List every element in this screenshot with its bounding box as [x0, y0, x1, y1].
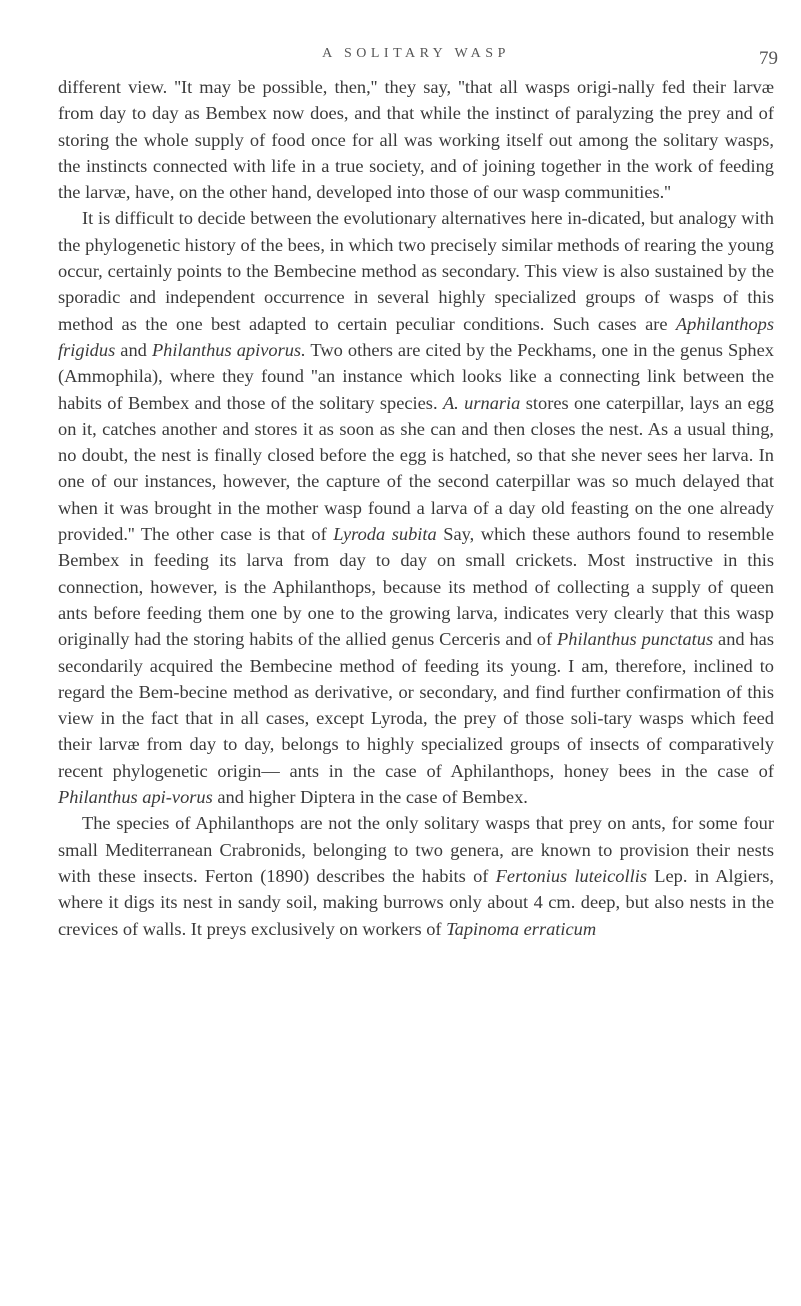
species-name: Tapinoma erraticum — [446, 918, 597, 939]
paragraph-1 — [58, 74, 774, 205]
paragraph-3 — [58, 810, 774, 941]
species-name: Philanthus apivorus. — [151, 339, 306, 360]
species-name: Lyroda subita — [333, 524, 437, 545]
text-span: different view. ''It may be possible, then,'' they say, ''that all wasps origi-nally fed their larvæ from day to day as Bembex now does, and that while the instinct of paralyzing the prey and of storing the whole supply of food once for all was working itself out among the solitary wasps, the instincts connected with life in a true society, and of joining together in the work of feeding the larvæ, have, on the other hand, developed into those of our wasp communities.'' — [58, 77, 774, 203]
text-span: and — [115, 339, 152, 360]
species-name: Philanthus api-vorus — [58, 787, 213, 808]
text-span: Say, which these authors found to resemble Bembex in feeding its larva from day to day on small crickets. Most instructive in this connection, however, is the Aphilanthops, because its method of collecting a supply of queen ants before feeding them one by one to the growing larva, indicates very clearly that this wasp originally had the storing habits of the allied genus Cerceris and of — [58, 524, 775, 650]
species-name: Fertonius luteicollis — [495, 865, 647, 886]
running-head — [58, 40, 778, 74]
page-number: 79 — [759, 48, 778, 69]
species-name: Philanthus punctatus — [557, 629, 714, 650]
text-span: stores one caterpillar, lays an egg on it, catches another and stores it as soon as she can and then closes the nest. As a usual thing, no doubt, the nest is finally closed before the egg is hatched, so that she never sees her larva. In one of our instances, however, the capture of the second caterpillar was so much delayed that when it was brought in the mother wasp found a larva of a day old feasting on the one already provided.'' The other case is that of — [58, 392, 774, 545]
text-span: It is difficult to decide between the evolutionary alternatives here in-dicated, but analogy with the phylogenetic history of the bees, in which two precisely similar methods of rearing the young occur, certainly points to the Bembecine method as secondary. This view is also sustained by the sporadic and independent occurrence in several highly specialized groups of wasps of this method as the one best adapted to certain peculiar conditions. Such cases are — [58, 208, 774, 334]
species-name: A. urnaria — [442, 392, 521, 413]
species-name: Aphilanthops frigidus — [58, 313, 774, 360]
text-span: and higher Diptera in the case of Bembex. — [212, 787, 528, 808]
paragraph-2 — [58, 205, 774, 810]
text-span: The species of Aphilanthops are not the only solitary wasps that prey on ants, for some four small Mediterranean Crabronids, belonging to two genera, are known to provision their nests with these insects. Ferton (1890) describes the habits of — [58, 813, 774, 886]
text-span: Lep. in Algiers, where it digs its nest in sandy soil, making burrows only about 4 cm. deep, but also nests in the crevices of walls. It preys exclusively on workers of — [58, 865, 774, 939]
running-head-title: A SOLITARY WASP — [322, 46, 510, 61]
book-page — [58, 40, 778, 942]
text-span: Two others are cited by the Peckhams, one in the genus Sphex (Ammophila), where they found ''an instance which looks like a connecting link between the habits of Bembex and those of the solitary species. — [58, 339, 774, 413]
text-span: and has secondarily acquired the Bembecine method of feeding its young. I am, therefore, inclined to regard the Bem-becine method as derivative, or secondary, and find further confirmation of this view in the fact that in all cases, except Lyroda, the prey of those soli-tary wasps which feed their larvæ from day to day, belongs to highly specialized groups of insects of comparatively recent phylogenetic origin— ants in the case of Aphilanthops, honey bees in the case of — [58, 629, 775, 781]
body-text — [58, 74, 774, 942]
